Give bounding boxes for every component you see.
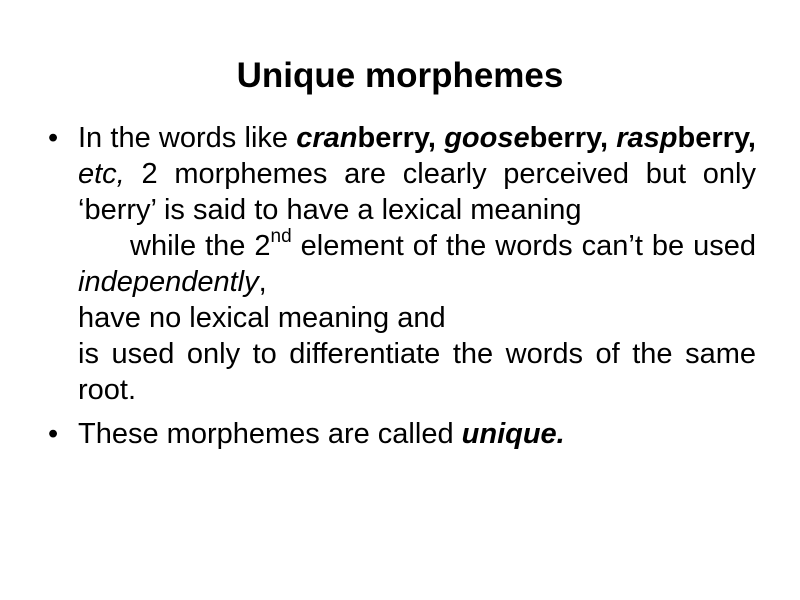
bullet-dot-icon: • (48, 418, 59, 450)
word-cran: cran (296, 122, 358, 154)
second-element-start: while the 2 (130, 230, 271, 262)
bullet-2-paragraph (78, 416, 756, 452)
ordinal-suffix: nd (270, 226, 292, 248)
word-independently: independently (78, 266, 259, 298)
word-goose: goose (444, 122, 530, 154)
word-etc: etc, (78, 158, 125, 190)
bullet-list (40, 120, 756, 460)
bullet-item-1 (40, 120, 756, 408)
comma: , (258, 266, 267, 298)
bullet-1-paragraph (78, 120, 756, 228)
bullet-1-intro: In the words like (78, 122, 297, 154)
bullet-1-no-meaning: have no lexical meaning and (78, 302, 446, 334)
word-rasp: rasp (616, 122, 678, 154)
word-rasp-berry: berry, (677, 122, 756, 154)
second-element-end: element of the words can’t be used (291, 230, 756, 262)
slide-title: Unique morphemes (236, 56, 564, 95)
word-goose-berry: berry, (529, 122, 609, 154)
word-unique: unique. (461, 418, 565, 450)
bullet-1-differentiate: is used only to differentiate the words of the same root. (78, 338, 756, 406)
bullet-1-rest: 2 morphemes are clearly perceived but only ‘berry’ is said to have a lexical meaning (78, 158, 756, 226)
bullet-dot-icon: • (48, 122, 59, 154)
word-cran-berry: berry, (357, 122, 436, 154)
bullet-2-text: These morphemes are called (78, 418, 462, 450)
bullet-item-2 (40, 416, 756, 452)
bullet-1-second-element (78, 228, 756, 300)
